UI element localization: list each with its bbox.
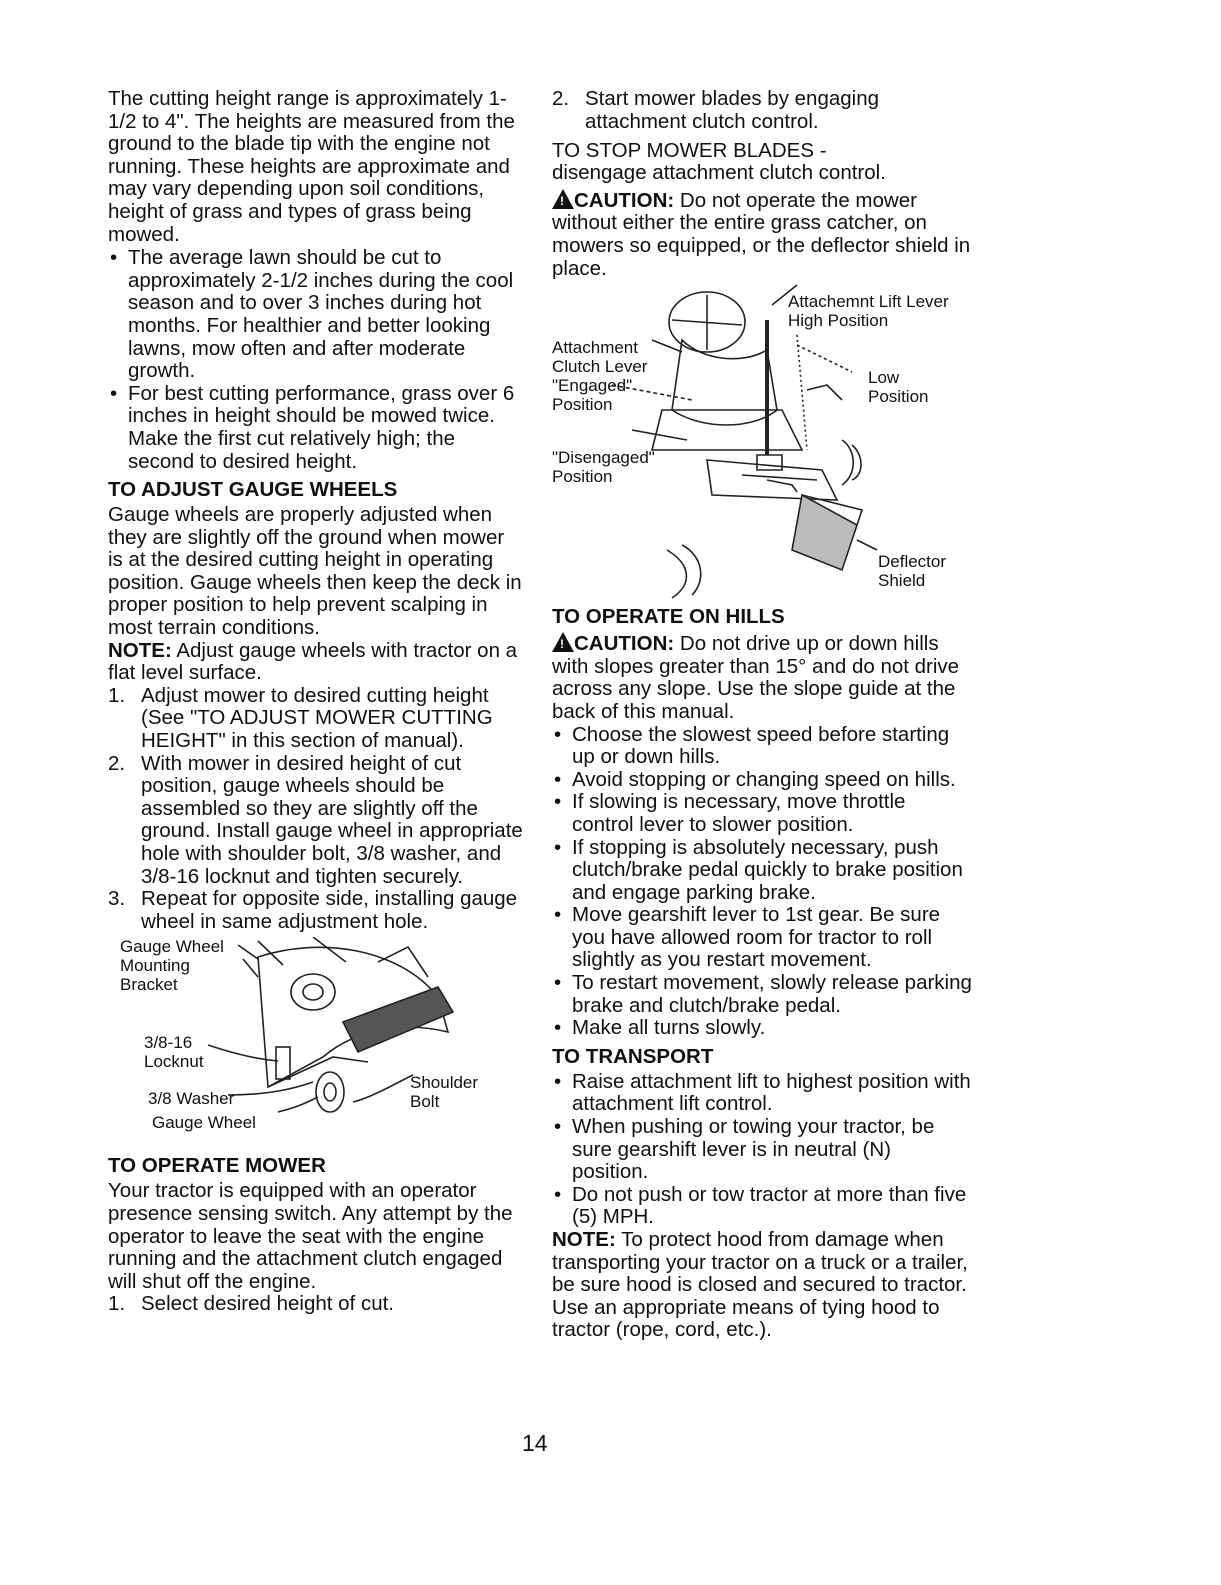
transport-note (552, 1229, 972, 1342)
caution-text: Do not operate the mower without either the entire grass catcher, on mowers so equipped, or the deflector shield in place. (552, 188, 971, 280)
note-text: Adjust gauge wheels with tractor on a flat level surface. (108, 638, 518, 685)
step-text: Adjust mower to desired cutting height (See "TO ADJUST MOWER CUTTING HEIGHT" in this section of manual). (141, 683, 493, 753)
step-number: 1. (108, 1292, 126, 1316)
left-column (108, 88, 523, 1316)
step-text: With mower in desired height of cut position, gauge wheels should be assembled so they are slightly off the ground. Install gauge wheel in appropriate hole with shoulder bolt, 3/8 washer, and 3/8-16 locknut and tighten securely. (141, 751, 523, 888)
locknut-label: 3/8-16 Locknut (144, 1033, 204, 1072)
stop-mower-text: disengage attachment clutch control. (552, 161, 886, 185)
bracket-label: Gauge Wheel Mounting Bracket (120, 937, 224, 995)
right-column (552, 88, 972, 1342)
step-text: Select desired height of cut. (141, 1292, 394, 1316)
operate-mower-text: Your tractor is equipped with an operator presence sensing switch. Any attempt by the operator to leave the seat with the engine running and the attachment clutch engaged will shut off the engine. (108, 1179, 513, 1293)
gauge-wheel-figure (108, 937, 523, 1149)
note-text: To protect hood from damage when transporting your tractor on a truck or a trailer, be sure hood is closed and secured to tractor. Use an appropriate means of tying hood to tractor (rope, cord, etc.). (552, 1228, 968, 1342)
list-item (108, 888, 523, 933)
operate-hills-heading: TO OPERATE ON HILLS (552, 605, 785, 629)
step-number: 1. (108, 683, 126, 707)
list-item: • If slowing is necessary, move throttle control lever to slower position. (552, 791, 972, 836)
caution-label: CAUTION: (574, 188, 675, 212)
tractor-clutch-figure (552, 280, 972, 600)
gauge-wheel-label: Gauge Wheel (152, 1113, 256, 1133)
list-item: • To restart movement, slowly release parking brake and clutch/brake pedal. (552, 972, 972, 1017)
list-item (108, 1293, 523, 1316)
lift-high-label: Attachemnt Lift Lever High Position (788, 292, 949, 331)
deflector-shield-label: Deflector Shield (878, 552, 947, 591)
note-label: NOTE: (552, 1228, 616, 1251)
caution-grass-catcher (552, 189, 972, 280)
list-item: • Avoid stopping or changing speed on hills. (552, 769, 972, 792)
operate-mower-heading: TO OPERATE MOWER (108, 1154, 326, 1178)
list-item: • For best cutting performance, grass over 6 inches in height should be mowed twice. Make the first cut relatively high; the second to desired height. (108, 383, 523, 473)
caution-label: CAUTION: (574, 632, 675, 656)
list-item (108, 685, 523, 753)
shoulder-bolt-label: Shoulder Bolt (410, 1073, 479, 1112)
low-position-label: Low Position (868, 368, 929, 407)
step-text: Repeat for opposite side, installing gauge wheel in same adjustment hole. (141, 887, 518, 933)
clutch-disengaged-label: "Disengaged" Position (552, 448, 655, 487)
list-item: • Choose the slowest speed before starting up or down hills. (552, 724, 972, 769)
list-item: • Move gearshift lever to 1st gear. Be sure you have allowed room for tractor to roll slightly as you restart movement. (552, 904, 972, 972)
clutch-engaged-label: Attachment Clutch Lever "Engaged" Position (552, 338, 648, 415)
step-number: 3. (108, 887, 126, 911)
stop-mower-heading: TO STOP MOWER BLADES - (552, 139, 827, 163)
step-number: 2. (552, 87, 570, 110)
list-item: • Do not push or tow tractor at more than five (5) MPH. (552, 1184, 972, 1229)
list-item (108, 753, 523, 889)
warning-triangle-icon (552, 189, 574, 209)
list-item: • If stopping is absolutely necessary, push clutch/brake pedal quickly to brake position and engage parking brake. (552, 837, 972, 905)
note-label: NOTE: (108, 638, 172, 662)
hills-bullets-list (552, 724, 972, 1040)
washer-label: 3/8 Washer (148, 1089, 235, 1109)
step-text: Start mower blades by engaging attachment clutch control. (585, 87, 880, 133)
gauge-note (108, 640, 523, 685)
list-item: • The average lawn should be cut to approximately 2-1/2 inches during the cool season and to over 3 inches during hot months. For healthier and better looking lawns, mow often and after moderate growth. (108, 247, 523, 383)
transport-heading: TO TRANSPORT (552, 1044, 714, 1068)
caution-text: Do not drive up or down hills with slopes greater than 15° and do not drive across any slope. Use the slope guide at the back of this manual. (552, 632, 960, 723)
cutting-height-intro: The cutting height range is approximately 1-1/2 to 4". The heights are measured from the ground to the blade tip with the engine not running. These heights are approximate and may vary depending upon soil conditions, height of grass and types of grass being mowed. (108, 87, 515, 246)
lawn-tips-list (108, 247, 523, 473)
start-steps-list (552, 88, 972, 133)
operate-steps-list (108, 1293, 523, 1316)
list-item: • Make all turns slowly. (552, 1017, 972, 1040)
list-item: • Raise attachment lift to highest position with attachment lift control. (552, 1071, 972, 1116)
caution-hills (552, 632, 972, 723)
warning-triangle-icon (552, 632, 574, 652)
list-item: • When pushing or towing your tractor, be sure gearshift lever is in neutral (N) position. (552, 1116, 972, 1184)
adjust-gauge-wheels-heading: TO ADJUST GAUGE WHEELS (108, 478, 398, 502)
step-number: 2. (108, 751, 126, 775)
gauge-steps-list (108, 685, 523, 934)
transport-bullets-list (552, 1071, 972, 1229)
gauge-wheels-text: Gauge wheels are properly adjusted when they are slightly off the ground when mower is at the desired cutting height in operating position. Gauge wheels then keep the deck in proper position to help prevent scalping in most terrain conditions. (108, 503, 522, 640)
list-item (552, 88, 972, 133)
page-number: 14 (522, 1430, 548, 1456)
